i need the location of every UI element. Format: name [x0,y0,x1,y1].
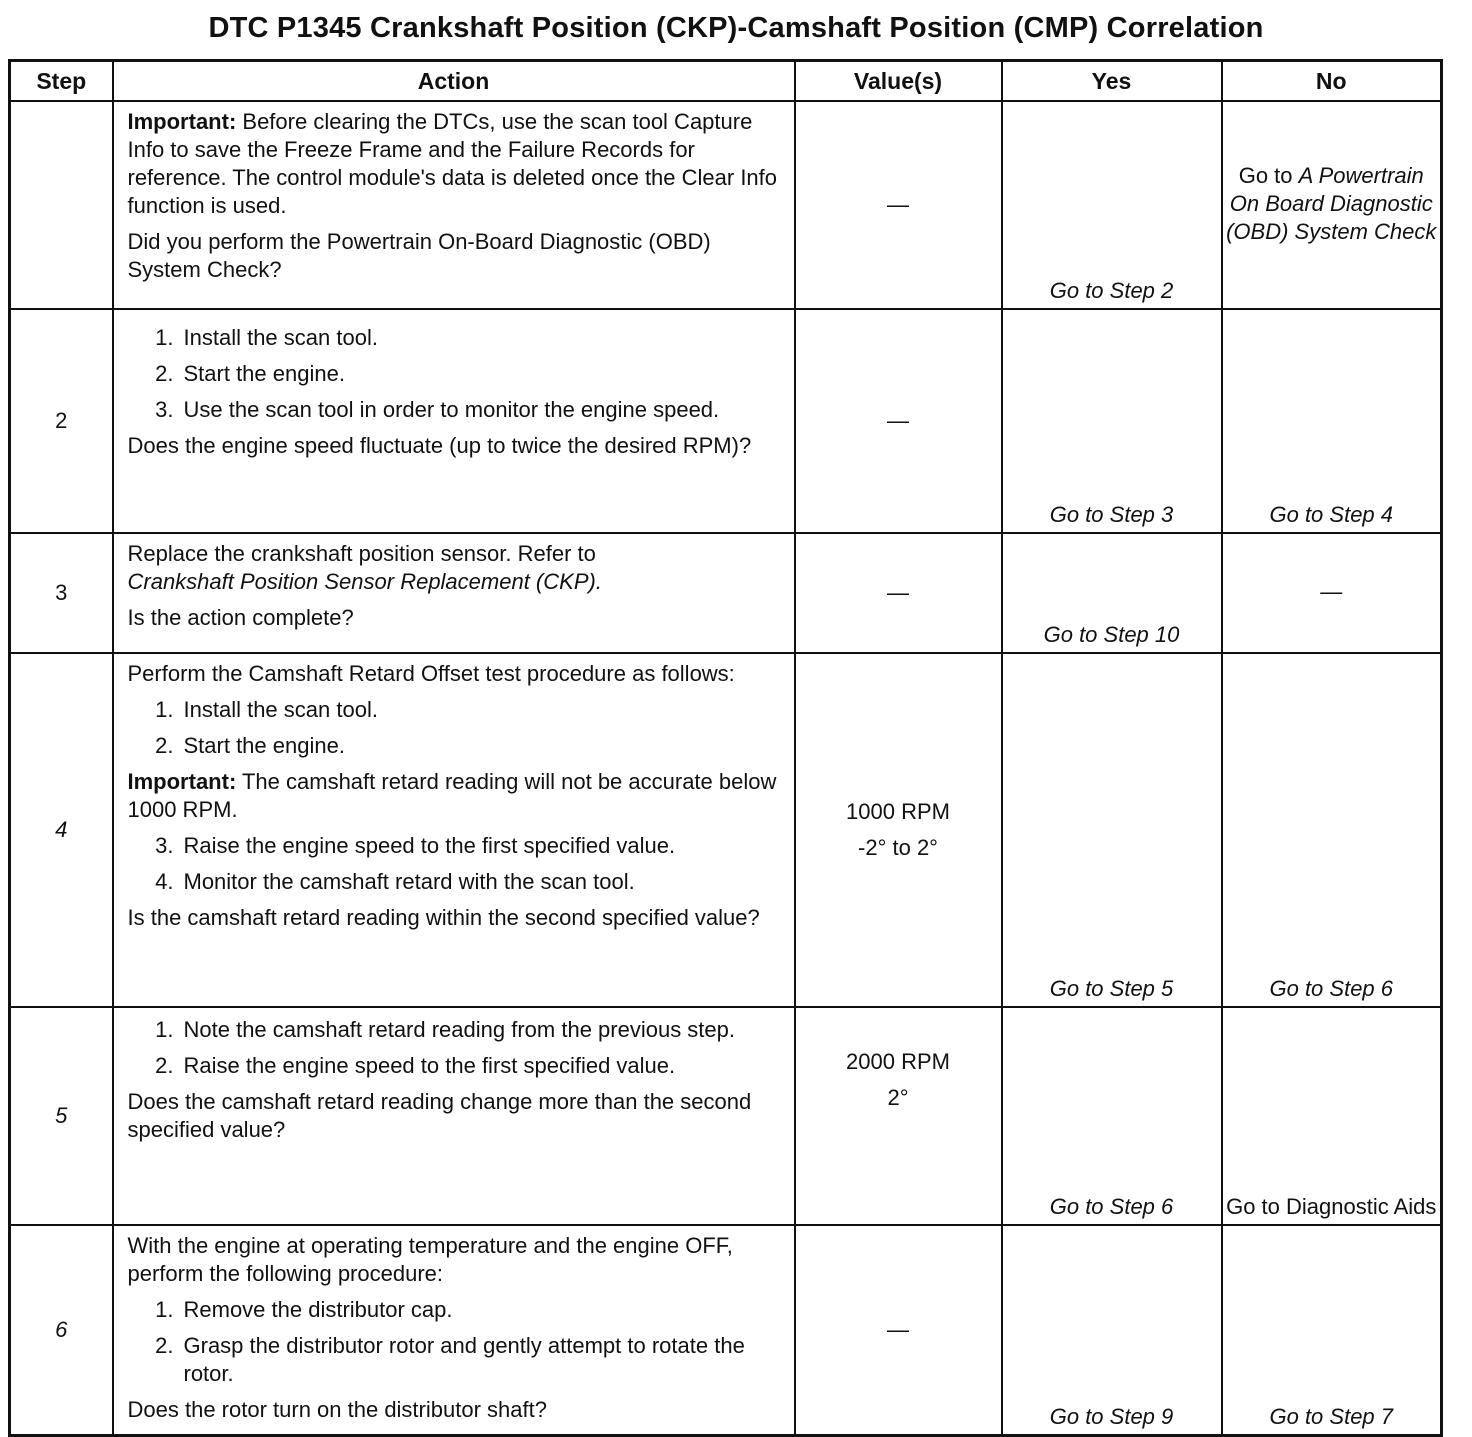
table-row [10,1225,1442,1436]
list-item: 2. Grasp the distributor rotor and gently attempt to rotate the rotor. [155,1333,745,1386]
no-cell: Go to Step 4 [1222,309,1442,533]
no-reference: A Powertrain On Board Diagnostic (OBD) System Check [1226,162,1437,244]
header-yes: Yes [1002,61,1222,102]
table-row [10,533,1442,653]
no-cell: — [1222,533,1442,653]
list-item: 1. Install the scan tool. [155,697,378,722]
important-label: Important: [127,109,237,134]
list-item: 4. Monitor the camshaft retard with the scan tool. [155,869,635,894]
value-cell: — [795,101,1002,309]
question-text: Does the rotor turn on the distributor shaft? [127,1397,547,1422]
no-cell: Go to Diagnostic Aids [1222,1007,1442,1225]
action-text: Replace the crankshaft position sensor. Refer to [127,541,596,566]
list-item: 2. Raise the engine speed to the first specified value. [155,1053,676,1078]
table-row [10,101,1442,309]
list-item: 3. Raise the engine speed to the first specified value. [155,833,676,858]
table-row [10,653,1442,1007]
intro-text: With the engine at operating temperature and the engine OFF, perform the following procedure: [127,1233,733,1286]
action-cell [113,1225,795,1436]
list-item: 1. Note the camshaft retard reading from the previous step. [155,1017,736,1042]
value-cell: — [795,533,1002,653]
value-cell [795,653,1002,1007]
value-cell [795,1007,1002,1225]
value-first: 2000 RPM [846,1049,950,1074]
header-action: Action [113,61,795,102]
header-step: Step [10,61,113,102]
step-cell: 4 [10,653,113,1007]
important-label: Important: [127,769,237,794]
page-title: DTC P1345 Crankshaft Position (CKP)-Camshaft Position (CMP) Correlation [208,12,1264,44]
list-item: 1. Install the scan tool. [155,325,378,350]
no-cell: Go to Step 6 [1222,653,1442,1007]
list-item: 2. Start the engine. [155,361,345,386]
list-item: 2. Start the engine. [155,733,345,758]
question-text: Is the action complete? [127,605,354,630]
question-text: Is the camshaft retard reading within the second specified value? [127,905,760,930]
yes-cell: Go to Step 3 [1002,309,1222,533]
step-cell [10,101,113,309]
action-cell [113,533,795,653]
no-cell: Go to Step 7 [1222,1225,1442,1436]
yes-cell: Go to Step 6 [1002,1007,1222,1225]
action-cell [113,309,795,533]
header-values: Value(s) [795,61,1002,102]
value-second: 2° [887,1085,909,1110]
value-cell: — [795,1225,1002,1436]
no-prefix: Go to [1238,162,1299,188]
table-row [10,1007,1442,1225]
yes-cell: Go to Step 5 [1002,653,1222,1007]
question-text: Does the camshaft retard reading change more than the second specified value? [127,1089,752,1142]
question-text: Did you perform the Powertrain On-Board Diagnostic (OBD) System Check? [127,229,711,282]
header-no: No [1222,61,1442,102]
yes-cell: Go to Step 10 [1002,533,1222,653]
step-cell: 6 [10,1225,113,1436]
action-cell [113,653,795,1007]
intro-text: Perform the Camshaft Retard Offset test procedure as follows: [127,661,735,686]
value-cell: — [795,309,1002,533]
important-text: The camshaft retard reading will not be accurate below 1000 RPM. [127,769,777,822]
action-cell [113,1007,795,1225]
action-cell [113,101,795,309]
step-cell: 5 [10,1007,113,1225]
question-text: Does the engine speed fluctuate (up to twice the desired RPM)? [127,433,752,458]
yes-cell: Go to Step 9 [1002,1225,1222,1436]
step-cell: 3 [10,533,113,653]
important-text: Before clearing the DTCs, use the scan tool Capture Info to save the Freeze Frame and the Failure Records for reference. The control module's data is deleted once the Clear Info function is used. [127,109,778,218]
list-item: 1. Remove the distributor cap. [155,1297,453,1322]
yes-cell: Go to Step 2 [1002,101,1222,309]
table-row [10,309,1442,533]
reference-text: Crankshaft Position Sensor Replacement (CKP). [127,569,602,594]
list-item: 3. Use the scan tool in order to monitor the engine speed. [155,397,720,422]
step-cell: 2 [10,309,113,533]
value-first: 1000 RPM [846,799,950,824]
no-cell [1222,101,1442,309]
table-header-row [10,61,1442,102]
value-second: -2° to 2° [858,835,938,860]
diagnostic-table [8,59,1443,1437]
